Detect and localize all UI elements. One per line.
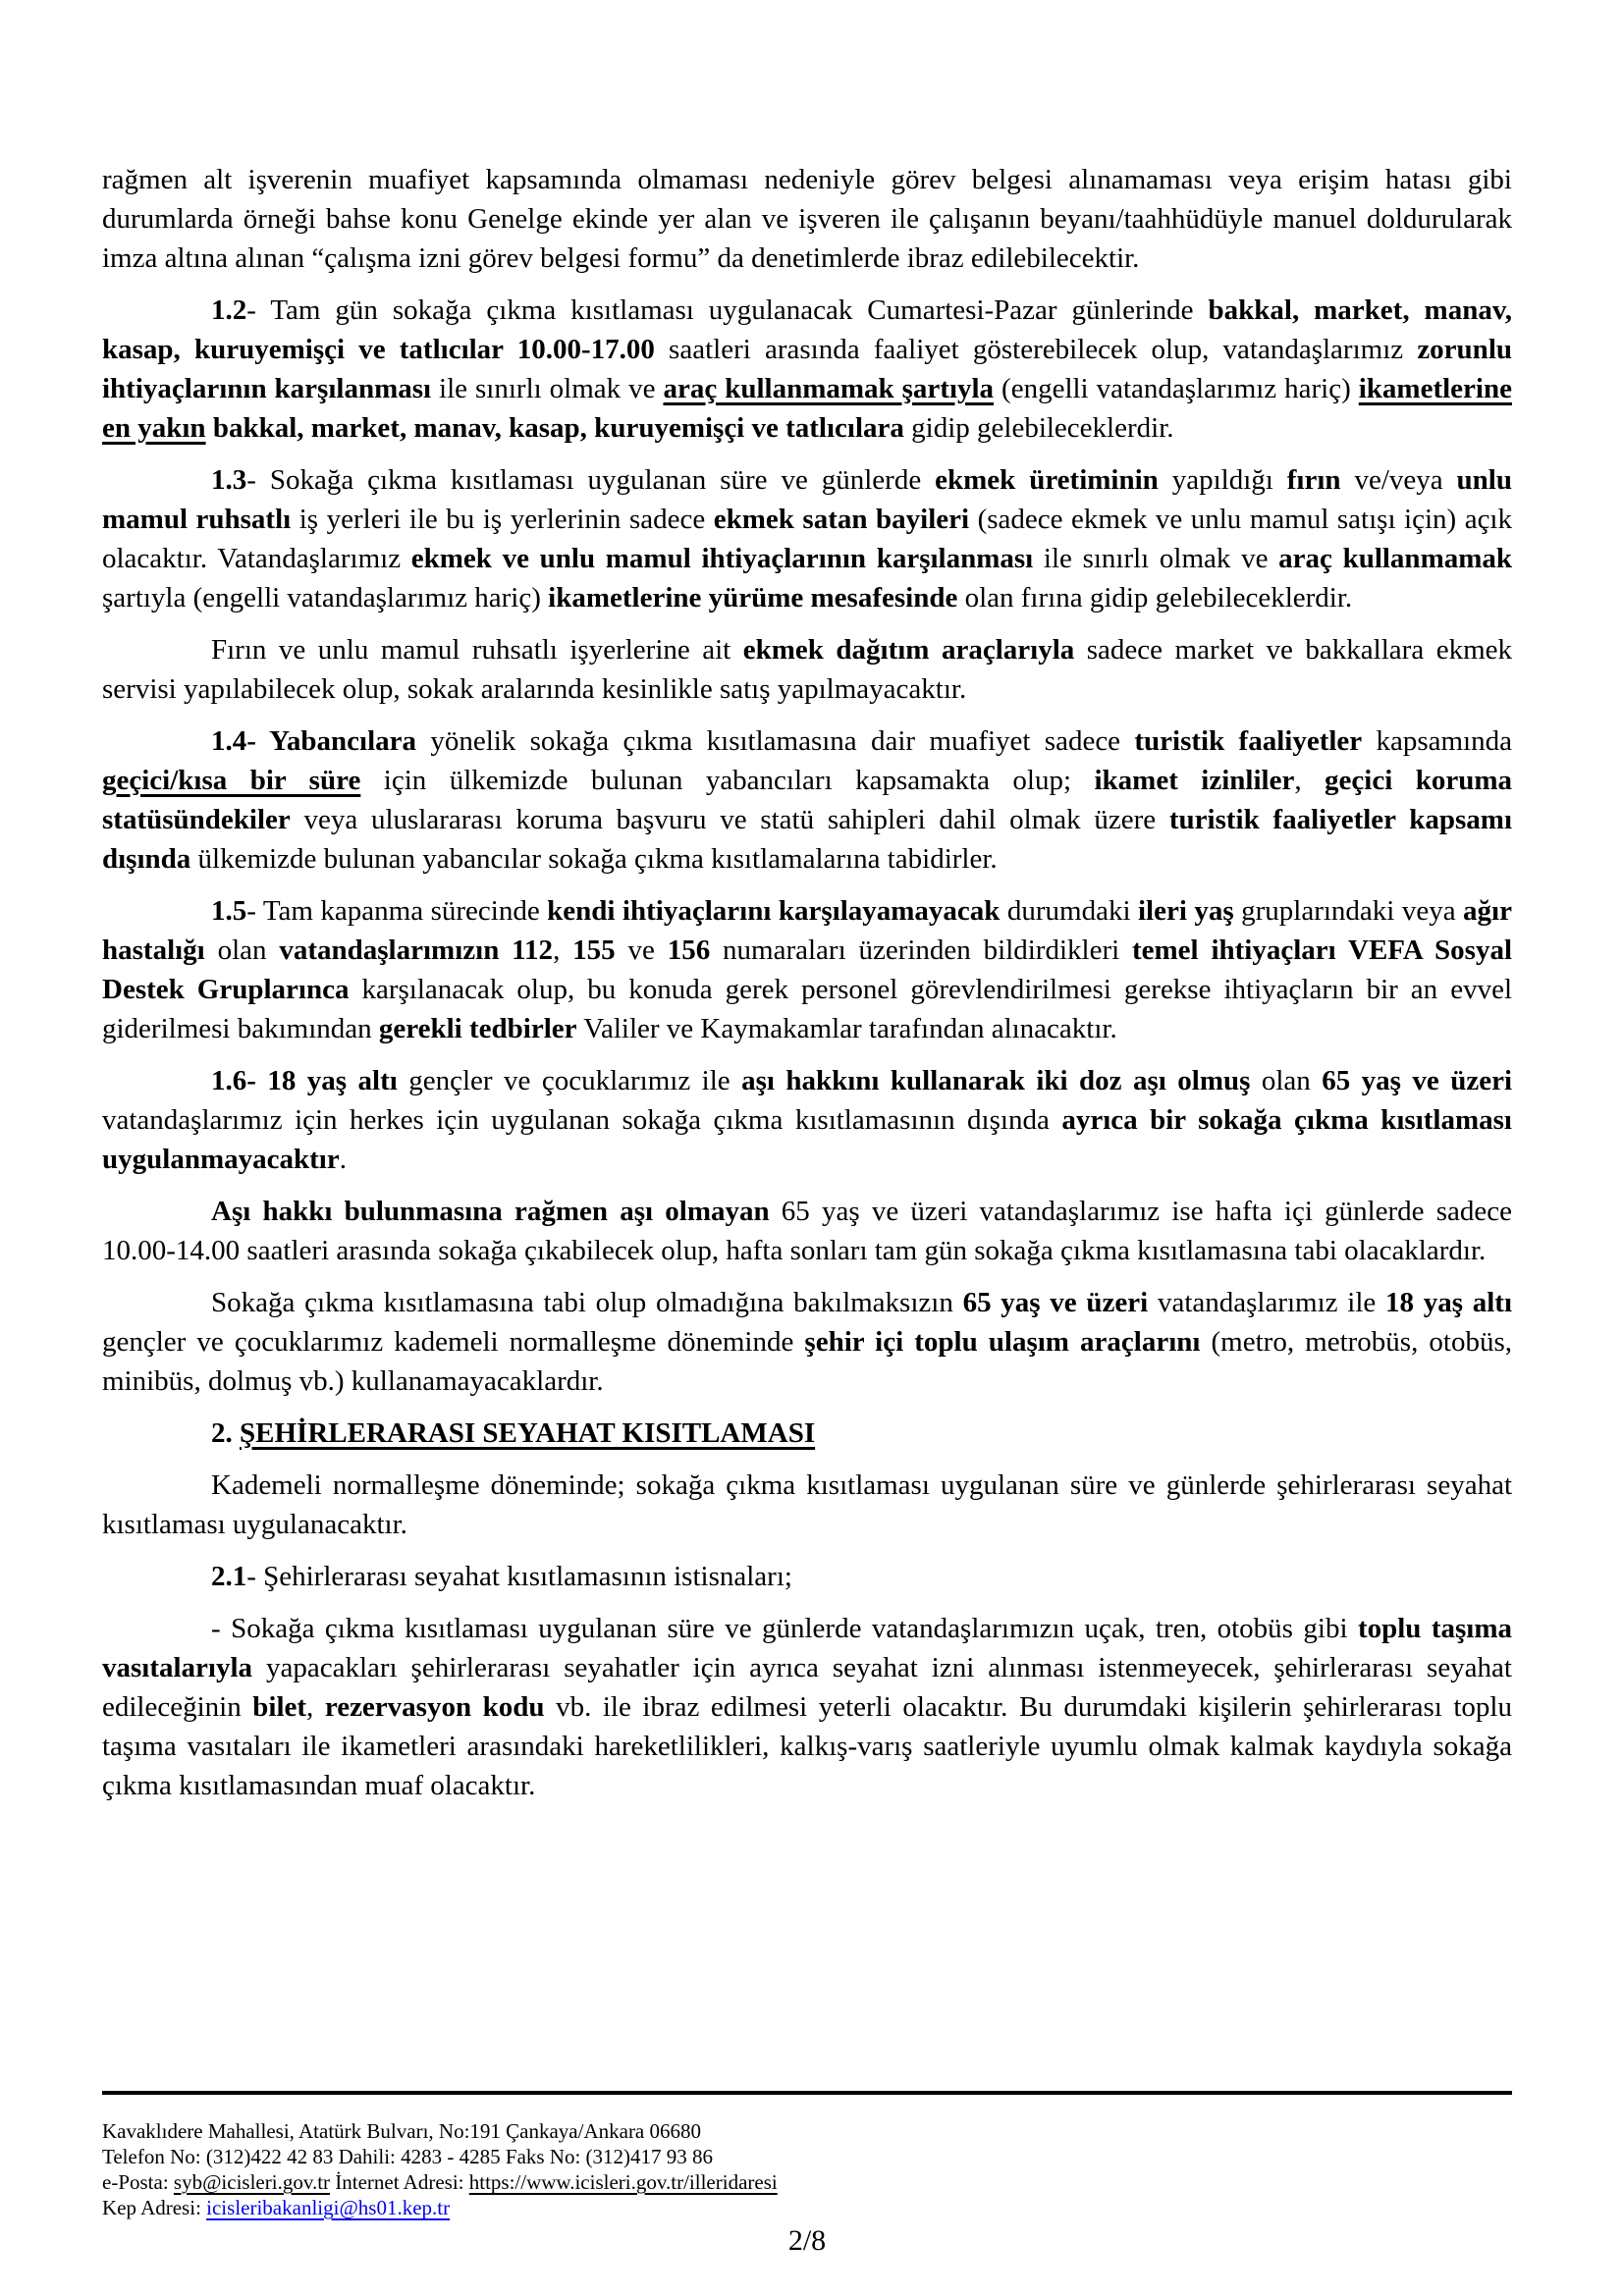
- text-run: gidip gelebileceklerdir.: [903, 412, 1174, 444]
- text-run: ile sınırlı olmak ve: [431, 373, 664, 404]
- text-run: numaraları üzerinden bildirdikleri: [710, 934, 1132, 966]
- text-run: bilet: [252, 1691, 307, 1723]
- paragraph-1-5: [102, 891, 1512, 1048]
- text-run: fırın: [1286, 464, 1341, 496]
- text-run: olan: [1250, 1065, 1323, 1096]
- text-run: 65 yaş ve üzeri: [962, 1287, 1149, 1318]
- text-run: ikametlerine en yakın: [102, 373, 1512, 444]
- text-run: ve: [615, 934, 668, 966]
- footer-divider: [102, 2091, 1512, 2095]
- text-run: 1.5: [211, 895, 247, 927]
- text-run: araç kullanmamak: [1278, 543, 1512, 574]
- footer-phone: Telefon No: (312)422 42 83 Dahili: 4283 - 4285 Faks No: (312)417 93 86: [102, 2145, 714, 2168]
- text-run: vatandaşlarımız için herkes için uygulanan sokağa çıkma kısıtlamasının dışında: [102, 1104, 1062, 1136]
- text-run: toplu taşıma vasıtalarıyla: [102, 1613, 1512, 1683]
- kep-address-link[interactable]: icisleribakanligi@hs01.kep.tr: [206, 2196, 451, 2219]
- text-run: - Şehirlerarası seyahat kısıtlamasının istisnaları;: [246, 1561, 792, 1592]
- paragraph-intercity-intro: [102, 1466, 1512, 1544]
- footer-kep: [102, 2195, 1512, 2220]
- text-run: - Sokağa çıkma kısıtlaması uygulanan süre ve günlerde vatandaşlarımızın uçak, tren, otobüs gibi: [211, 1613, 1358, 1644]
- text-run: e-Posta:: [102, 2170, 174, 2194]
- text-run: - Sokağa çıkma kısıtlaması uygulanan süre ve günlerde: [246, 464, 936, 496]
- text-run: gençler ve çocuklarımız kademeli normalleşme döneminde: [102, 1326, 805, 1358]
- text-run: 1.3: [211, 464, 247, 496]
- text-run: ülkemizde bulunan yabancılar sokağa çıkma kısıtlamalarına tabidirler.: [190, 843, 998, 875]
- footer-address: Kavaklıdere Mahallesi, Atatürk Bulvarı, No:191 Çankaya/Ankara 06680: [102, 2119, 702, 2143]
- text-run: 65 yaş ve üzeri: [1322, 1065, 1512, 1096]
- text-run: araç kullanmamak şartıyla: [663, 373, 995, 404]
- text-run: ile sınırlı olmak ve: [1033, 543, 1279, 574]
- paragraph-public-transport: [102, 1283, 1512, 1401]
- text-run: gruplarındaki veya: [1233, 895, 1464, 927]
- text-run: ,: [1294, 765, 1325, 796]
- text-run: gerekli tedbirler: [378, 1013, 577, 1044]
- page-footer: [102, 2091, 1512, 2258]
- text-run: 1.4- Yabancılara: [211, 725, 416, 757]
- text-run: vatandaşlarımız ile: [1148, 1287, 1385, 1318]
- paragraph-continuation: [102, 160, 1512, 278]
- text-run: ekmek satan bayileri: [713, 504, 970, 535]
- text-run: şartıyla (engelli vatandaşlarımız hariç): [102, 582, 549, 614]
- document-body: [102, 160, 1512, 2089]
- text-run: 18 yaş altı: [1384, 1287, 1512, 1318]
- text-run: yönelik sokağa çıkma kısıtlamasına dair muafiyet sadece: [416, 725, 1135, 757]
- text-run: ikametlerine yürüme mesafesinde: [548, 582, 958, 614]
- text-run: Valiler ve Kaymakamlar tarafından alınacaktır.: [576, 1013, 1117, 1044]
- text-run: ayrıca bir sokağa çıkma kısıtlaması uygulanmayacaktır: [102, 1104, 1512, 1175]
- website-link[interactable]: https://www.icisleri.gov.tr/illeridaresi: [468, 2170, 778, 2194]
- text-run: saatleri arasında faaliyet gösterebilecek olup, vatandaşlarımız: [654, 334, 1418, 365]
- text-run: unlu mamul ruhsatlı: [102, 464, 1512, 535]
- text-run: ileri yaş: [1137, 895, 1234, 927]
- text-run: (sadece ekmek ve unlu mamul satışı için) açık olacaktır. Vatandaşlarımız: [102, 504, 1512, 574]
- text-run: iş yerleri ile bu iş yerlerinin sadece: [291, 504, 714, 535]
- text-run: rağmen alt işverenin muafiyet kapsamında olmaması nedeniyle görev belgesi alınamaması veya erişim hatası gibi durumlarda örneği bahse konu Genelge ekinde yer alan ve işveren ile çalışanın beyanı/taahhüdüyle manuel doldurularak imza altına alınan “çalışma izni görev belgesi formu” da denetimlerde ibraz edilebilecektir.: [102, 164, 1512, 274]
- paragraph-1-6: [102, 1061, 1512, 1179]
- footer-contact: [102, 2169, 1512, 2195]
- text-run: İnternet Adresi:: [330, 2170, 469, 2194]
- paragraph-unvaccinated: [102, 1192, 1512, 1270]
- paragraph-1-2: [102, 291, 1512, 448]
- text-run: 1.6- 18 yaş altı: [211, 1065, 398, 1096]
- paragraph-2-1: [102, 1557, 1512, 1596]
- text-run: ekmek üretiminin: [935, 464, 1159, 496]
- text-run: için ülkemizde bulunan yabancıları kapsamakta olup;: [360, 765, 1095, 796]
- text-run: şehir içi toplu ulaşım araçlarını: [804, 1326, 1201, 1358]
- text-run: 2.: [211, 1417, 240, 1449]
- text-run: gençler ve çocuklarımız ile: [397, 1065, 742, 1096]
- text-run: ve/veya: [1340, 464, 1457, 496]
- text-run: yapıldığı: [1158, 464, 1287, 496]
- text-run: bakkal, market, manav, kasap, kuruyemişçi ve tatlıcılara: [212, 412, 904, 444]
- text-run: 156: [667, 934, 711, 966]
- text-run: kapsamında: [1362, 725, 1512, 757]
- text-run: Fırın ve unlu mamul ruhsatlı işyerlerine ait: [211, 634, 743, 666]
- text-run: ,: [306, 1691, 325, 1723]
- paragraph-1-3: [102, 460, 1512, 617]
- text-run: ŞEHİRLERARASI SEYAHAT KISITLAMASI: [240, 1417, 816, 1449]
- text-run: olan fırına gidip gelebileceklerdir.: [957, 582, 1353, 614]
- text-run: turistik faaliyetler kapsamı dışında: [102, 804, 1512, 875]
- text-run: [206, 412, 213, 444]
- text-run: turistik faaliyetler: [1134, 725, 1363, 757]
- text-run: sadece market ve bakkallara ekmek servisi yapılabilecek olup, sokak aralarında kesinlikle satış yapılmayacaktır.: [102, 634, 1512, 705]
- text-run: 1.2: [211, 294, 247, 326]
- text-run: rezervasyon kodu: [324, 1691, 545, 1723]
- text-run: ağır hastalığı: [102, 895, 1512, 966]
- text-run: Kep Adresi:: [102, 2196, 207, 2219]
- text-run: ikamet izinliler: [1094, 765, 1295, 796]
- paragraph-intercity-exception: [102, 1609, 1512, 1805]
- email-link[interactable]: syb@icisleri.gov.tr: [173, 2170, 331, 2194]
- text-run: geçici koruma statüsündekiler: [102, 765, 1512, 835]
- text-run: vatandaşlarımızın 112: [279, 934, 554, 966]
- section-heading-2: [102, 1414, 1512, 1453]
- text-run: ,: [553, 934, 573, 966]
- text-run: bakkal, market, manav, kasap, kuruyemişçi ve tatlıcılar 10.00-17.00: [102, 294, 1512, 365]
- text-run: Kademeli normalleşme döneminde; sokağa çıkma kısıtlaması uygulanan süre ve günlerde şehirlerarası seyahat kısıtlaması uygulanacaktır.: [102, 1469, 1512, 1540]
- text-run: kendi ihtiyaçlarını karşılayamayacak: [547, 895, 1001, 927]
- text-run: durumdaki: [1000, 895, 1138, 927]
- text-run: - Tam gün sokağa çıkma kısıtlaması uygulanacak Cumartesi-Pazar günlerinde: [246, 294, 1209, 326]
- text-run: 155: [572, 934, 616, 966]
- text-run: 2.1: [211, 1561, 247, 1592]
- text-run: olan: [204, 934, 280, 966]
- paragraph-bread-delivery: [102, 630, 1512, 709]
- text-run: Aşı hakkı bulunmasına rağmen aşı olmayan: [211, 1196, 770, 1227]
- text-run: geçici/kısa bir süre: [102, 765, 361, 796]
- text-run: karşılanacak olup, bu konuda gerek personel görevlendirilmesi gerekse ihtiyaçların bir an evvel giderilmesi bakımından: [102, 974, 1512, 1044]
- page-number: 2/8: [787, 2224, 827, 2257]
- text-run: aşı hakkını kullanarak iki doz aşı olmuş: [741, 1065, 1251, 1096]
- text-run: ekmek dağıtım araçlarıyla: [742, 634, 1075, 666]
- paragraph-1-4: [102, 721, 1512, 879]
- text-run: ekmek ve unlu mamul ihtiyaçlarının karşılanması: [410, 543, 1034, 574]
- text-run: (metro, metrobüs, otobüs, minibüs, dolmuş vb.) kullanamayacaklardır.: [102, 1326, 1512, 1397]
- text-run: .: [339, 1144, 347, 1175]
- text-run: 65 yaş ve üzeri vatandaşlarımız ise hafta içi günlerde sadece 10.00-14.00 saatleri arasında sokağa çıkabilecek olup, hafta sonları tam gün sokağa çıkma kısıtlamasına tabi olacaklardır.: [102, 1196, 1512, 1266]
- text-run: (engelli vatandaşlarımız hariç): [994, 373, 1359, 404]
- text-run: - Tam kapanma sürecinde: [246, 895, 548, 927]
- text-run: yapacakları şehirlerarası seyahatler için ayrıca seyahat izni alınması istenmeyecek, şehirlerarası seyahat edileceğinin: [102, 1652, 1512, 1723]
- text-run: temel ihtiyaçları VEFA Sosyal Destek Gruplarınca: [102, 934, 1512, 1005]
- text-run: zorunlu ihtiyaçlarının karşılanması: [102, 334, 1512, 404]
- text-run: vb. ile ibraz edilmesi yeterli olacaktır. Bu durumdaki kişilerin şehirlerarası toplu taşıma vasıtaları ile ikametleri arasındaki hareketlilikleri, kalkış-varış saatleriyle uyumlu olmak kalmak kaydıyla sokağa çıkma kısıtlamasından muaf olacaktır.: [102, 1691, 1512, 1801]
- text-run: Sokağa çıkma kısıtlamasına tabi olup olmadığına bakılmaksızın: [211, 1287, 963, 1318]
- text-run: veya uluslararası koruma başvuru ve statü sahipleri dahil olmak üzere: [290, 804, 1169, 835]
